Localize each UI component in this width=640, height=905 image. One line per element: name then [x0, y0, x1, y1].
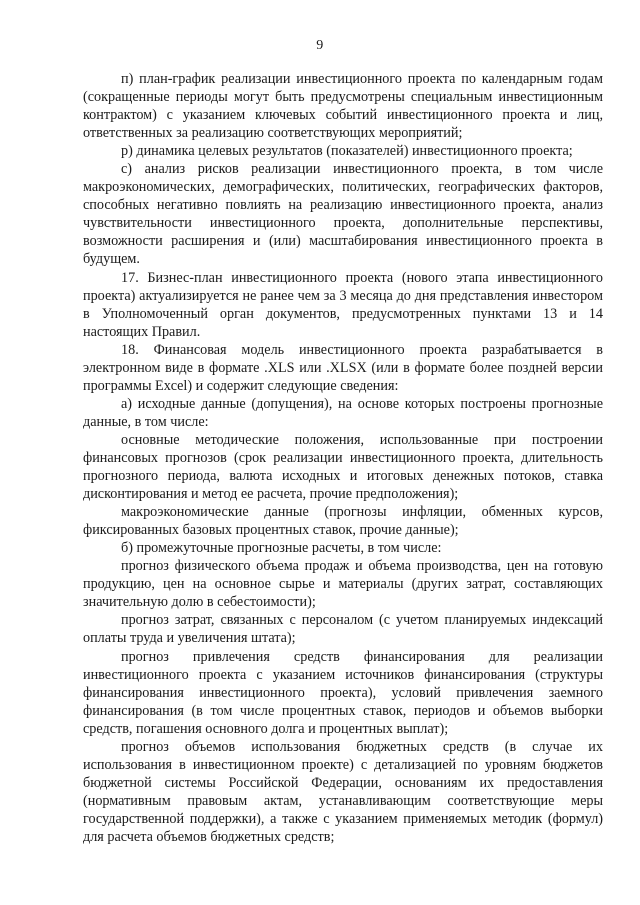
paragraph-item-b: б) промежуточные прогнозные расчеты, в том числе: [121, 540, 442, 557]
paragraph-item-s: с) анализ рисков реализации инвестиционного проекта, в том числе макроэкономических, демографических, политических, географических факторов, способных негативно повлиять на реализацию инвестиционного проекта, анализ чувствительности инвестиционного проекта, дополнительные перспективы, возможности расширения и (или) масштабирования инвестиционного проекта в будущем. [83, 161, 603, 268]
paragraph-item-p: п) план-график реализации инвестиционного проекта по календарным годам (сокращенные периоды могут быть предусмотрены специальным инвестиционным контрактом) с указанием ключевых событий инвестиционного проекта и лиц, ответственных за реализацию соответствующих мероприятий; [83, 71, 603, 142]
paragraph-item-a: а) исходные данные (допущения), на основе которых построены прогнозные данные, в том числе: [83, 395, 603, 430]
paragraph-sales-forecast: прогноз физического объема продаж и объема производства, цен на готовую продукцию, цен на основное сырье и материалы (других затрат, составляющих значительную долю в себестоимости); [83, 558, 603, 611]
paragraph-item-r: р) динамика целевых результатов (показателей) инвестиционного проекта; [121, 143, 573, 160]
paragraph-staff-costs: прогноз затрат, связанных с персоналом (с учетом планируемых индексаций оплаты труда и увеличения штата); [83, 612, 603, 647]
paragraph-macro-data: макроэкономические данные (прогнозы инфляции, обменных курсов, фиксированных базовых процентных ставок, прочие данные); [83, 504, 603, 539]
paragraph-clause-18: 18. Финансовая модель инвестиционного проекта разрабатывается в электронном виде в формате .XLS или .XLSX (или в формате более поздней версии программы Excel) и содержит следующие сведения: [83, 341, 603, 394]
paragraph-clause-17: 17. Бизнес-план инвестиционного проекта (нового этапа инвестиционного проекта) актуализируется не ранее чем за 3 месяца до дня представления инвестором в Уполномоченный орган документов, предусмотренных пунктами 13 и 14 настоящих Правил. [83, 269, 603, 340]
paragraph-budget-funds: прогноз объемов использования бюджетных средств (в случае их использования в инвестиционном проекте) с детализацией по уровням бюджетов бюджетной системы Российской Федерации, основаниям их предоставления (нормативным правовым актам, устанавливающим соответствующие меры государственной поддержки), а также с указанием применяемых методик (формул) для расчета объемов бюджетных средств; [83, 738, 603, 845]
paragraph-methodology: основные методические положения, использованные при построении финансовых прогнозов (срок реализации инвестиционного проекта, длительность прогнозного периода, валюта исходных и итоговых денежных потоков, ставка дисконтирования и метод ее расчета, прочие предположения); [83, 431, 603, 503]
paragraph-financing: прогноз привлечения средств финансирования для реализации инвестиционного проекта с указанием источников финансирования (структуры финансирования инвестиционного проекта), условий привлечения заемного финансирования (в том числе процентных ставок, периодов и объемов выборки средств, погашения основного долга и процентных выплат); [83, 648, 603, 737]
document-body [83, 70, 603, 846]
page-number: 9 [316, 38, 324, 53]
